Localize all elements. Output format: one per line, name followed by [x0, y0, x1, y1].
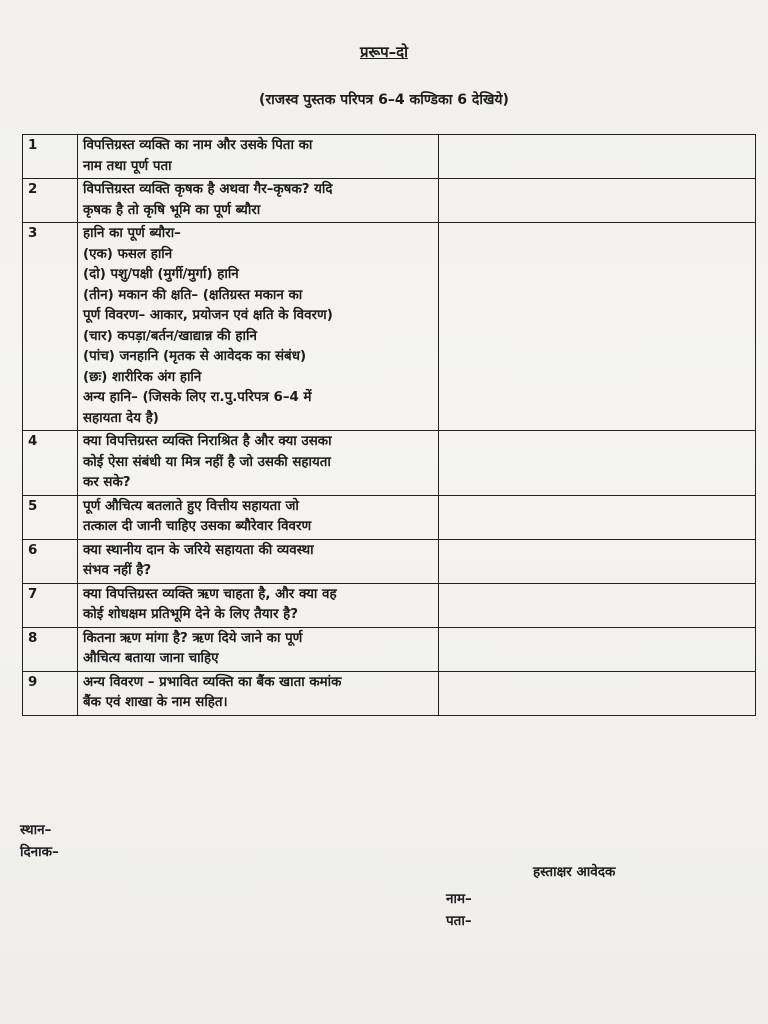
place-label: स्थान–	[20, 822, 52, 838]
description-line: बैंक एवं शाखा के नाम सहित।	[83, 695, 228, 710]
row-description	[78, 583, 439, 627]
description-line: सहायता देय है)	[83, 410, 159, 426]
description-line: कर सके?	[83, 475, 131, 490]
row-number: 2	[23, 179, 78, 223]
applicant-signature-label: हस्ताक्षर आवेदक	[533, 864, 616, 880]
row-description	[78, 431, 439, 496]
answer-cell[interactable]	[439, 431, 756, 496]
answer-cell[interactable]	[439, 627, 756, 671]
form-table	[22, 134, 756, 716]
description-line: क्या स्थानीय दान के जरिये सहायता की व्यवस्था	[83, 542, 314, 558]
description-line: कितना ऋण मांगा है? ऋण दिये जाने का पूर्ण	[83, 630, 303, 646]
row-number: 1	[23, 135, 78, 179]
row-number: 3	[23, 223, 78, 431]
row-number: 7	[23, 583, 78, 627]
answer-cell[interactable]	[439, 539, 756, 583]
row-number: 8	[23, 627, 78, 671]
answer-cell[interactable]	[439, 223, 756, 431]
description-line: कृषक है तो कृषि भूमि का पूर्ण ब्यौरा	[83, 202, 261, 218]
description-line: अन्य हानि– (जिसके लिए रा.पु.परिपत्र 6–4 में	[83, 390, 312, 405]
row-number: 4	[23, 431, 78, 496]
row-description	[78, 179, 439, 223]
description-line: कोई ऐसा संबंधी या मित्र नहीं है जो उसकी सहायता	[83, 454, 331, 470]
row-description	[78, 135, 439, 179]
row-number: 5	[23, 495, 78, 539]
table-row	[23, 583, 756, 627]
name-label: नाम–	[446, 891, 472, 907]
description-line: पूर्ण औचित्य बतलाते हुए वित्तीय सहायता जो	[83, 498, 299, 514]
answer-cell[interactable]	[439, 671, 756, 715]
answer-cell[interactable]	[439, 135, 756, 179]
description-line: (तीन) मकान की क्षति– (क्षतिग्रस्त मकान का	[83, 287, 303, 303]
description-line: औचित्य बताया जाना चाहिए	[83, 651, 219, 666]
description-line: (एक) फसल हानि	[83, 246, 173, 262]
description-line: तत्काल दी जानी चाहिए उसका ब्यौरेवार विवरण	[83, 519, 312, 534]
description-line: विपत्तिग्रस्त व्यक्ति कृषक है अथवा गैर–कृषक? यदि	[83, 182, 333, 197]
row-description	[78, 671, 439, 715]
table-row	[23, 671, 756, 715]
description-line: क्या विपत्तिग्रस्त व्यक्ति निराश्रित है और क्या उसका	[83, 434, 332, 449]
description-line: विपत्तिग्रस्त व्यक्ति का नाम और उसके पिता का	[83, 138, 313, 153]
form-title: प्ररूप–दो	[359, 43, 409, 61]
row-number: 6	[23, 539, 78, 583]
table-row	[23, 431, 756, 496]
description-line: नाम तथा पूर्ण पता	[83, 158, 172, 174]
table-row	[23, 135, 756, 179]
description-line: (छः) शारीरिक अंग हानि	[83, 369, 202, 385]
description-line: (पांच) जनहानि (मृतक से आवेदक का संबंध)	[83, 349, 307, 364]
description-line: संभव नहीं है?	[83, 563, 152, 578]
table-row	[23, 539, 756, 583]
row-number: 9	[23, 671, 78, 715]
description-line: कोई शोधक्षम प्रतिभूमि देने के लिए तैयार है?	[83, 607, 298, 622]
row-description	[78, 223, 439, 431]
description-line: (दो) पशु/पक्षी (मुर्गी/मुर्गा) हानि	[83, 267, 239, 282]
description-line: हानि का पूर्ण ब्यौरा–	[83, 226, 181, 241]
description-line: पूर्ण विवरण– आकार, प्रयोजन एवं क्षति के विवरण)	[83, 308, 333, 323]
table-row	[23, 495, 756, 539]
form-subtitle: (राजस्व पुस्तक परिपत्र 6–4 कण्डिका 6 देखिये)	[259, 92, 509, 108]
answer-cell[interactable]	[439, 495, 756, 539]
row-description	[78, 539, 439, 583]
description-line: क्या विपत्तिग्रस्त व्यक्ति ऋण चाहता है, और क्या वह	[83, 586, 337, 602]
table-row	[23, 627, 756, 671]
table-row	[23, 179, 756, 223]
description-line: (चार) कपड़ा/बर्तन/खाद्यान्न की हानि	[83, 328, 257, 344]
row-description	[78, 627, 439, 671]
address-label: पता–	[446, 913, 472, 929]
description-line: अन्य विवरण – प्रभावित व्यक्ति का बैंक खाता कमांक	[83, 674, 342, 690]
answer-cell[interactable]	[439, 583, 756, 627]
row-description	[78, 495, 439, 539]
date-label: दिनाक–	[20, 844, 59, 860]
answer-cell[interactable]	[439, 179, 756, 223]
table-row	[23, 223, 756, 431]
